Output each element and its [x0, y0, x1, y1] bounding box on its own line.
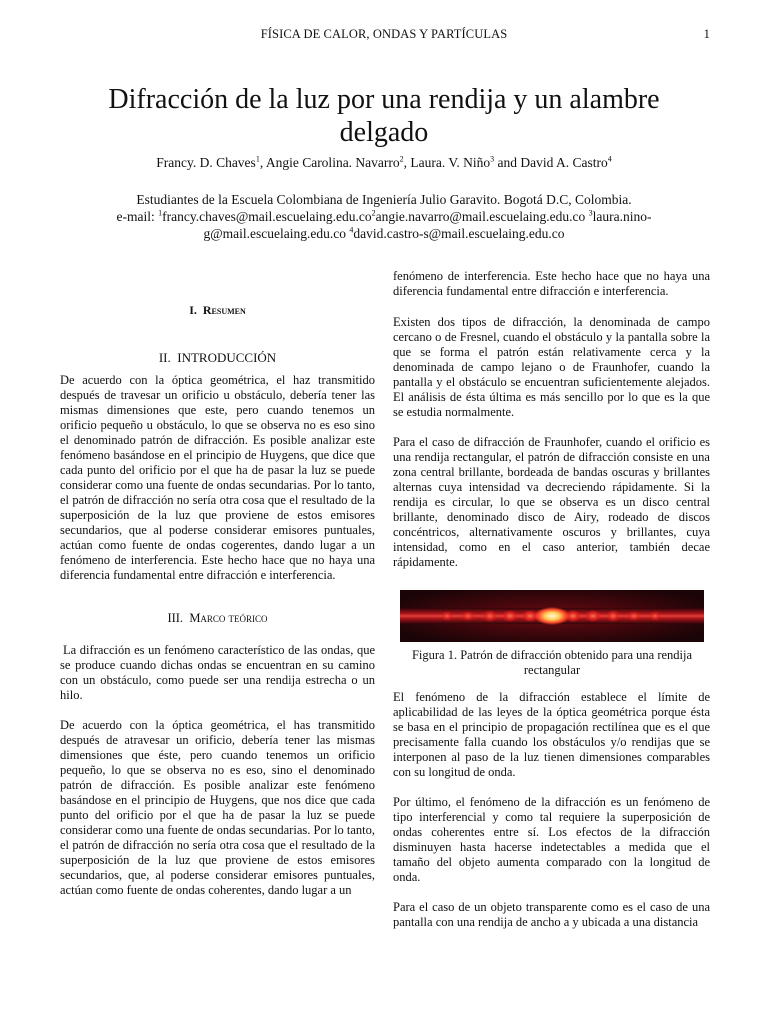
- email-link[interactable]: angie.navarro@mail.escuelaing.edu.co: [375, 209, 586, 224]
- right-p1: [393, 269, 710, 299]
- section-heading-resumen: I. Resumen: [189, 303, 246, 317]
- email-link[interactable]: francy.chaves@mail.escuelaing.edu.co: [162, 209, 372, 224]
- author-name: Laura. V. Niño: [410, 155, 491, 170]
- right-p3: [393, 435, 710, 570]
- running-title: FÍSICA DE CALOR, ONDAS Y PARTÍCULAS: [260, 27, 508, 41]
- intro-body: [60, 373, 375, 583]
- marco-body-2: [60, 718, 375, 898]
- paragraph: El fenómeno de la difracción establece el límite de aplicabilidad de las leyes de la óptica geométrica porque ésta se basa en el principio de propagación rectilínea que es el que precisamente falla cuando los obstáculos y/o rendijas que se interponen al paso de la luz tienen dimensiones comparables con su longitud de onda.: [393, 690, 710, 779]
- paper-title: Difracción de la luz por una rendija y un alambre delgado: [108, 84, 660, 148]
- marco-body-1: [60, 643, 375, 703]
- paragraph: La difracción es un fenómeno característico de las ondas, que se produce cuando dichas ondas se encuentran en su camino con un obstáculo, como puede ser una rendija estrecha o un hilo.: [60, 643, 375, 702]
- paragraph: De acuerdo con la óptica geométrica, el haz transmitido después de travesar un orificio u obstáculo, debería tener las mismas dimensiones que este, pero cuando tenemos un orificio pequeño u obstáculo, lo que se observa no es eso sino el denominado patrón de difracción. Es posible analizar este fenómeno basándose en el principio de Huygens, que dice que cada punto del orificio por el que ha de pasar la luz se puede considerar como una fuente de ondas secundarias. Por lo tanto, el patrón de difracción no sería otra cosa que el resultado de la superposición de la luz que proviene de estos emisores secundarios, que al poderse considerar emisores puntuales, actúan como fuente de ondas cogerentes, dando lugar a un fenómeno de interferencia. Este hecho hace que no haya una diferencia fundamental entre difracción e interferencia.: [60, 373, 375, 582]
- section-heading-marco: III. Marco teórico: [167, 611, 268, 625]
- paragraph: Para el caso de difracción de Fraunhofer, cuando el orificio es una rendija rectangular, el patrón de difracción consiste en una zona central brillante, bordeada de bandas oscuras y brillantes alternas cuya intensidad va decreciendo rápidamente. Si la rendija es circular, lo que se observa es un disco central brillante, denominado disco de Airy, rodeado de discos concéntricos, alternativamente oscuros y brillantes, cuya intensidad, como en el caso anterior, también decae rápidamente.: [393, 435, 710, 569]
- paragraph: fenómeno de interferencia. Este hecho hace que no haya una diferencia fundamental entre difracción e interferencia.: [393, 269, 710, 298]
- author-name: Angie Carolina. Navarro: [265, 155, 400, 170]
- right-p4: [393, 690, 710, 780]
- diffraction-pattern-image: [400, 590, 704, 642]
- figure-caption: Figura 1. Patrón de difracción obtenido para una rendija rectangular: [411, 648, 693, 677]
- author-name: David A. Castro: [520, 155, 608, 170]
- right-p2: [393, 315, 710, 420]
- paragraph: Para el caso de un objeto transparente como es el caso de una pantalla con una rendija de ancho a y ubicada a una distancia: [393, 900, 710, 929]
- paragraph: Existen dos tipos de difracción, la denominada de campo cercano o de Fresnel, cuando el obstáculo y la pantalla sobre la que se forma el patrón están relativamente cerca y la denominada de campo lejano o de Fraunhofer, cuando la pantalla y el obstáculo se encuentran suficientemente alejados. El análisis de ésta última es más sencillo por lo que es la que se estudia normalmente.: [393, 315, 710, 419]
- affiliation: Estudiantes de la Escuela Colombiana de Ingeniería Julio Garavito. Bogotá D.C, Colombia.: [136, 192, 632, 207]
- authors-line: Francy. D. Chaves$^1$, Angie Carolina. Navarro$^2$, Laura. V. Niño$^3$ and David A. Castro$^4$: [156, 154, 612, 170]
- author-name: Francy. D. Chaves: [156, 155, 256, 170]
- section-heading-intro: II. INTRODUCCIÓN: [158, 350, 277, 365]
- affiliation-block: [60, 191, 708, 242]
- email-line: e-mail: $^1francy.chaves@mail.escuelaing.edu.co^2angie.navarro@mail.escuelaing.edu.co$ $^3$laura.nino-g@mail.escuelaing.edu.co $^4$david.castro-s@mail.escuelaing.edu.co: [116, 208, 652, 241]
- email-link[interactable]: laura.nino-g@mail.escuelaing.edu.co: [203, 209, 652, 241]
- paragraph: De acuerdo con la óptica geométrica, el has transmitido después de atravesar un orificio, debería tener las mismas dimensiones que éste, pero cuando tenemos un orificio pequeño, lo que se observa no es eso, sino el denominado patrón de difracción. Es posible analizar este fenómeno basándose en el principio de Huygens, que nos dice que cada punto del orificio por el que ha de pasar la luz se puede considerar como una fuente de ondas secundarias. Por lo tanto, el patrón de difracción no sería otra cosa que el resultado de la superposición de la luz que proviene de estos emisores secundarios, que, al poderse considerar emisores puntuales, actúan como fuente de ondas coherentes, dando lugar a un: [60, 718, 375, 897]
- page-number: 1: [703, 27, 710, 41]
- paragraph: Por último, el fenómeno de la difracción es un fenómeno de tipo interferencial y como tal requiere la superposición de ondas coherentes entre sí. Los efectos de la difracción disminuyen hasta hacerse indetectables a medida que el tamaño del objeto aumenta comparado con la longitud de onda.: [393, 795, 710, 884]
- right-p5: [393, 795, 710, 885]
- email-link[interactable]: david.castro-s@mail.escuelaing.edu.co: [353, 226, 565, 241]
- right-p6: [393, 900, 710, 930]
